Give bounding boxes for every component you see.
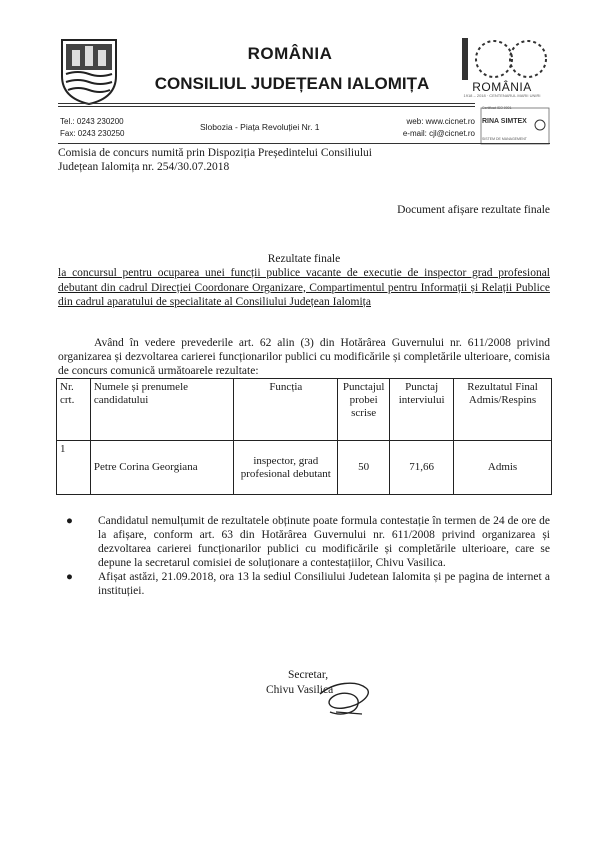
handwritten-signature <box>300 676 380 720</box>
bullet-icon: ● <box>66 515 73 527</box>
centenary-logo-text: ROMÂNIA <box>472 80 532 94</box>
col-header-name: Numele și prenumele candidatului <box>90 379 234 441</box>
signature-name: Chivu Vasilica <box>266 684 334 696</box>
centenary-100-logo <box>454 34 550 84</box>
col-header-interview-score: Punctaj interviului <box>390 379 454 441</box>
cert-label: RINA SIMTEX <box>482 118 527 125</box>
address: Slobozia - Piața Revoluției Nr. 1 <box>200 122 320 132</box>
table-header-row <box>57 379 552 441</box>
county-coat-of-arms <box>58 36 120 106</box>
list-item <box>58 570 550 598</box>
notes-list <box>58 514 550 598</box>
centenary-logo-subtext: 1918 – 2018 · CENTENARUL MARII UNIRI <box>463 93 541 98</box>
document-label: Document afișare rezultate finale <box>397 204 550 216</box>
results-description: la concursul pentru ocuparea unei funcții publice vacante de executie de inspector grad profesional debutant din cadrul Direcției Coordonare Organizare, Compartimentul pentru Informații și Relații Publice din cadrul aparatului de specialitate al Consiliului Județean Ialomița <box>58 267 550 308</box>
signature-role: Secretar, <box>288 669 329 681</box>
results-table <box>56 378 552 495</box>
header-rule-top <box>58 103 475 104</box>
results-title: Rezultate finale <box>267 253 341 265</box>
table-row <box>57 441 552 495</box>
col-header-written-score: Punctajul probei scrise <box>338 379 390 441</box>
intro-paragraph: Având în vedere prevederile art. 62 alin (3) din Hotărârea Guvernului nr. 611/2008 privind organizarea și dezvoltarea carierei funcționarilor publici cu modificările și completările ulterioare, comisia de concurs comunică următoarele rezultate: <box>58 337 550 377</box>
note-text: Candidatul nemulțumit de rezultatele obținute poate formula contestație în termen de 24 de ore de la afișare, conform art. 63 din Hotărârea Guvernului nr. 611/2008 privind organizarea și dezvoltarea carierei funcționarilor publici cu modificările și completările ulterioare, care se depune la secretarul comisiei de soluționare a contestațiilor, Chivu Vasilica. <box>98 515 550 569</box>
cell-final-result: Admis <box>454 441 552 495</box>
cell-interview-score: 71,66 <box>390 441 454 495</box>
commission-reference: Comisia de concurs numită prin Dispoziția Președintelui Consiliului Județean Ialomița nr. 254/30.07.2018 <box>58 147 372 173</box>
country-name: ROMÂNIA <box>247 44 333 63</box>
col-header-function: Funcția <box>234 379 338 441</box>
cert-bottom-text: SISTEM DE MANAGEMENT <box>482 137 527 141</box>
header-rule-bottom <box>58 143 550 144</box>
header-rule-top-2 <box>58 106 475 107</box>
note-text: Afișat astăzi, 21.09.2018, ora 13 la sediul Consiliului Judetean Ialomita și pe pagina de internet a instituției. <box>98 571 550 597</box>
fax: Fax: 0243 230250 <box>60 129 125 138</box>
col-header-final-result: Rezultatul Final Admis/Respins <box>454 379 552 441</box>
email: e-mail: cjl@cicnet.ro <box>402 129 475 138</box>
list-item <box>58 514 550 570</box>
col-header-nr: Nr. crt. <box>57 379 91 441</box>
institution-name: CONSILIUL JUDEȚEAN IALOMIȚA <box>154 74 430 93</box>
website: web: www.cicnet.ro <box>406 117 475 126</box>
cell-function: inspector, grad profesional debutant <box>234 441 338 495</box>
telephone: Tel.: 0243 230200 <box>60 117 124 126</box>
cell-name: Petre Corina Georgiana <box>90 441 234 495</box>
bullet-icon: ● <box>66 571 73 583</box>
cell-written-score: 50 <box>338 441 390 495</box>
cell-nr: 1 <box>57 441 91 495</box>
cert-top-text: Certificat ISO 9001 <box>482 106 512 110</box>
